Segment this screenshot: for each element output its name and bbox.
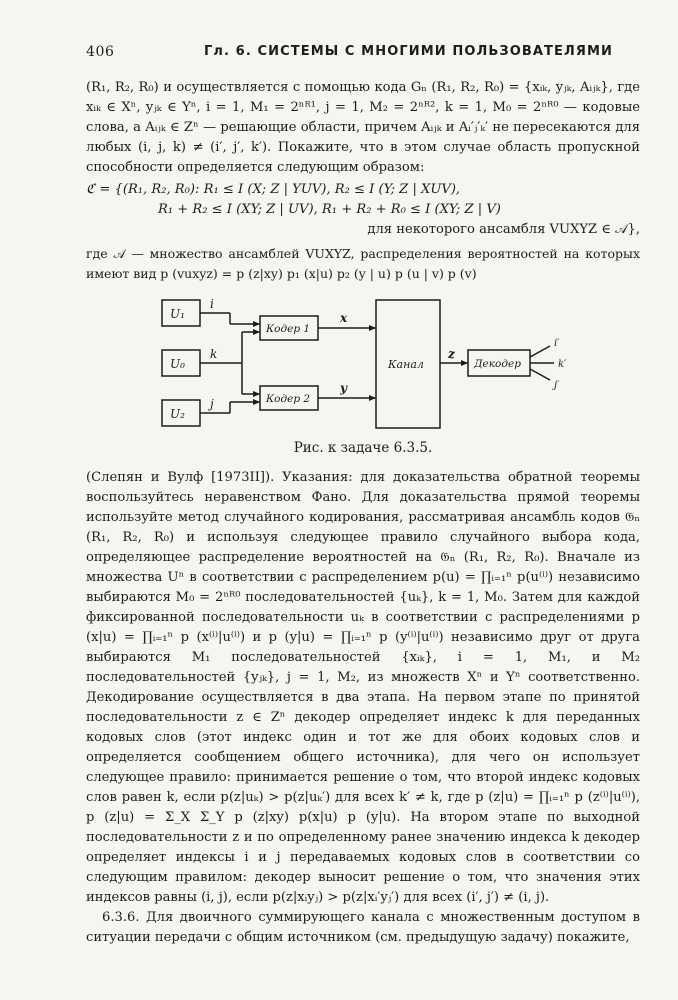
page-header xyxy=(86,44,636,68)
system-diagram xyxy=(150,288,580,458)
formula-line-3: для некоторого ансамбля VUXYZ ∈ 𝒜}, xyxy=(367,222,640,237)
output-i-label: i′ xyxy=(554,338,560,349)
formula-line-2: R₁ + R₂ ≤ I (XY; Z | UV), R₁ + R₂ + R₀ ≤ I (XY; Z | V) xyxy=(158,202,501,217)
figure-caption: Рис. к задаче 6.3.5. xyxy=(293,440,433,456)
source-u2-label: U₂ xyxy=(170,407,185,421)
signal-y-label: y xyxy=(340,381,347,395)
index-i-label: i xyxy=(210,297,214,311)
top-paragraph-block xyxy=(86,78,640,178)
problem-6-3-6-start: 6.3.6. Для двоичного суммирующего канала с множественным доступом в ситуации передачи с общим источником (см. предыдущую задачу) покажите, xyxy=(86,910,640,945)
index-j-label: j xyxy=(210,397,214,411)
top-paragraph: (R₁, R₂, R₀) и осуществляется с помощью кода Gₙ (R₁, R₂, R₀) = {xᵢₖ, yⱼₖ, Aᵢⱼₖ}, где xᵢₖ ∈ Xⁿ, yⱼₖ ∈ Yⁿ, i = 1, M₁ = 2ⁿᴿ¹, j = 1, M₂ = 2ⁿᴿ², k = 1, M₀ = 2ⁿᴿ⁰ — кодовые слова, а Aᵢⱼₖ ∈ Zⁿ — решающие области, причем Aᵢⱼₖ и Aᵢ′ⱼ′ₖ′ не пересекаются для любых (i, j, k) ≠ (i′, j′, k′). Покажите, что в этом случае область пропускной способности определяется следующим образом: xyxy=(86,80,640,175)
signal-x-label: x xyxy=(340,311,348,325)
main-text xyxy=(86,468,640,948)
decoder-label: Декодер xyxy=(474,358,521,370)
where-line: где 𝒜 — множество ансамблей VUXYZ, распределения вероятностей на которых имеют вид p (vuxyz) = p (z|xy) p₁ (x|u) p₂ (y | u) p (u | v) p (v) xyxy=(86,246,640,281)
index-k-label: k xyxy=(210,347,218,361)
source-u0-label: U₀ xyxy=(170,357,185,371)
running-title: Гл. 6. СИСТЕМЫ С МНОГИМИ ПОЛЬЗОВАТЕЛЯМИ xyxy=(204,44,614,59)
output-k-label: k′ xyxy=(558,359,567,370)
signal-z-label: z xyxy=(448,347,455,361)
encoder-2-label: Кодер 2 xyxy=(266,393,311,405)
formula-line-1: ℭ = {(R₁, R₂, R₀): R₁ ≤ I (X; Z | YUV), R₂ ≤ I (Y; Z | XUV), xyxy=(86,182,461,197)
source-u1-label: U₁ xyxy=(170,307,185,321)
capacity-formula xyxy=(86,180,640,240)
output-j-label: j′ xyxy=(554,380,560,391)
hints-paragraph: (Слепян и Вулф [1973II]). Указания: для доказательства обратной теоремы воспользуйтесь неравенством Фано. Для доказательства прямой теоремы используйте метод случайного кодирования, рассматривая ансамбль кодов 𝔊ₙ (R₁, R₂, R₀) и используя следующее правило случайного выбора кода, определяющее распределение вероятностей на 𝔊ₙ (R₁, R₂, R₀). Вначале из множества Uⁿ в соответствии с распределением p(u) = ∏ᵢ₌₁ⁿ p(u⁽ⁱ⁾) независимо выбираются M₀ = 2ⁿᴿ⁰ последовательностей {uₖ}, k = 1, M₀. Затем для каждой фиксированной последовательности uₖ в соответствии с распределениями p (x|u) = ∏ᵢ₌₁ⁿ p (x⁽ⁱ⁾|u⁽ⁱ⁾) и p (y|u) = ∏ᵢ₌₁ⁿ p (y⁽ⁱ⁾|u⁽ⁱ⁾) независимо друг от друга выбираются M₁ последовательностей {xᵢₖ}, i = 1, M₁, и M₂ последовательностей {yⱼₖ}, j = 1, M₂, из множеств Xⁿ и Yⁿ соответственно. Декодирование осуществляется в два этапа. На первом этапе по принятой последовательности z ∈ Zⁿ декодер определяет индекс k для переданных кодовых слов (этот индекс один и тот же для обоих кодовых слов и определяется сообщением общего источника), для чего он использует следующее правило: принимается решение о том, что второй индекс кодовых слов равен k, если p(z|uₖ) > p(z|uₖ′) для всех k′ ≠ k, где p (z|u) = ∏ᵢ₌₁ⁿ p (z⁽ⁱ⁾|u⁽ⁱ⁾), p (z|u) = Σ_X Σ_Y p (z|xy) p(x|u) p (y|u). На втором этапе по выходной последовательности z и по определенному ранее значению индекса k декодер определяет индексы i и j передаваемых кодовых слов в соответствии со следующим правилом: декодер выносит решение о том, что значения этих индексов равны (i, j), если p(z|xᵢyⱼ) > p(z|xᵢ′yⱼ′) для всех (i′, j′) ≠ (i, j). xyxy=(86,470,640,905)
page-number: 406 xyxy=(86,44,115,60)
channel-label: Канал xyxy=(388,358,424,371)
encoder-1-label: Кодер 1 xyxy=(266,323,311,335)
where-block xyxy=(86,244,640,284)
